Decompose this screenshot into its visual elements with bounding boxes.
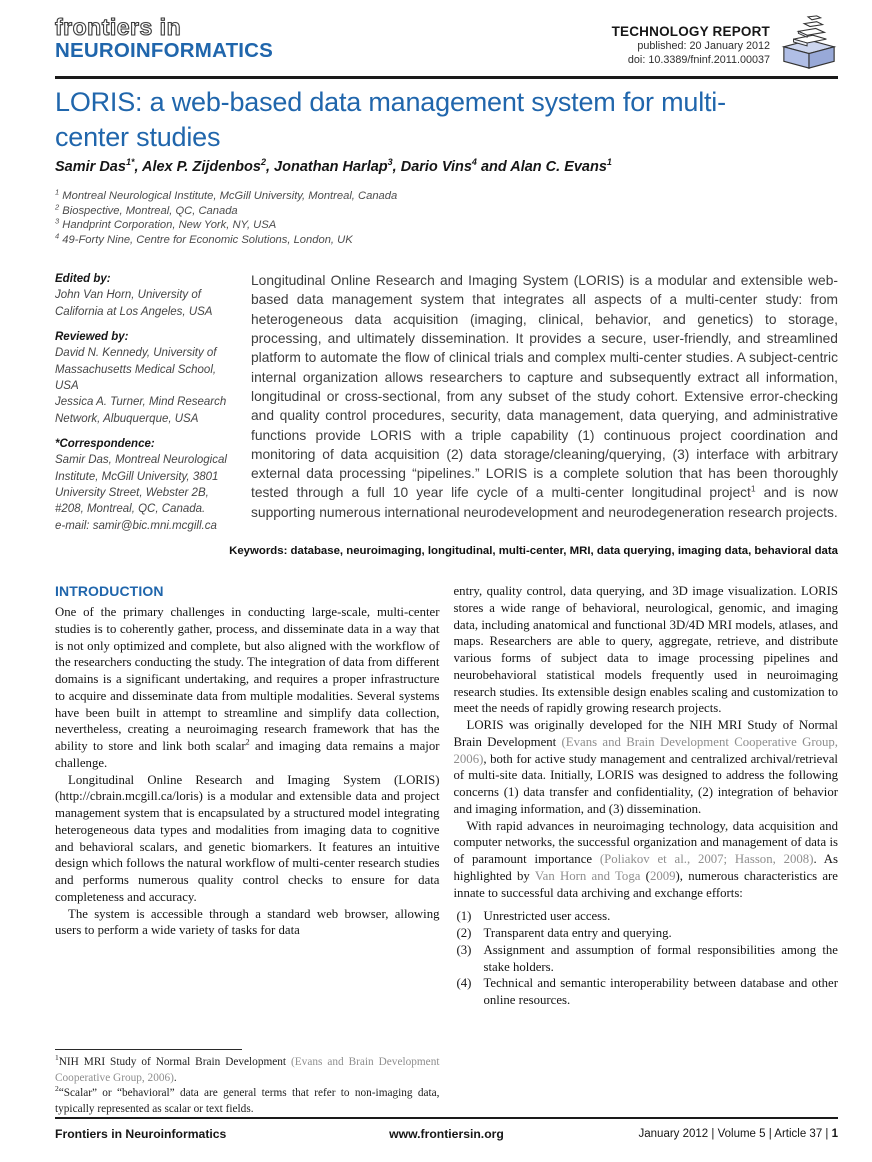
editorial-sidebar <box>55 271 251 543</box>
reviewer-text: David N. Kennedy, University of Massachusetts Medical School, USA <box>55 347 217 392</box>
email-link[interactable]: e-mail: samir@bic.mni.mcgill.ca <box>55 519 217 532</box>
text-segment: With rapid advances in neuroimaging technology, data acquisition and computer networks, the successful organization and management of data is of paramount importance <box>453 818 838 866</box>
paragraph: The system is accessible through a standard web browser, allowing users to perform a wide variety of tasks for data <box>55 906 440 938</box>
superscript: 3 <box>55 216 60 226</box>
text-segment: Biospective, Montreal, QC, Canada <box>59 204 238 217</box>
page-title: LORIS: a web-based data management system for multi-center studies <box>55 87 726 153</box>
footer <box>55 1127 838 1143</box>
citation-link[interactable]: (Evans and Brain Development Cooperative Group, 2006) <box>55 1056 440 1084</box>
list-item-text: Technical and semantic interoperability between database and other online resources. <box>483 976 838 1007</box>
text-segment: , both for active study management and centralized archival/retrieval of multi-site data. Initially, LORIS was designed to address the following concerns (1) data transfer and confidentiality, (2) integration of behavior and imaging information, and (3) dissemination. <box>453 751 838 816</box>
text-segment: January 2012 | Volume 5 | Article 37 | <box>638 1128 832 1140</box>
superscript: 2 <box>55 201 60 211</box>
list-item-number: (1) <box>456 909 472 924</box>
footer-journal-name: Frontiers in Neuroinformatics <box>55 1127 227 1141</box>
footnote-2 <box>55 1086 440 1117</box>
superscript: 2 <box>260 157 266 168</box>
affiliation-line <box>55 233 397 248</box>
header-meta <box>612 24 770 68</box>
text-segment: Longitudinal Online Research and Imaging System (LORIS) is a modular and extensible web-based data management system that integrates all aspects of a multi-center study: from heterogeneous data acquisition (imaging, clinical, behavior, and genetics) to storage, processing, and ultimately dissemination. It provides a secure, user-friendly, and streamlined platform to automate the flow of clinical trials and complex multi-center studies. A subject-centric internal organization allows researchers to capture and subsequently extract all information, longitudinal or cross-sectional, from any subset of the study cohort. Extensive error-checking and quality control procedures, security, data management, data querying, and administrative functions provide LORIS with a triple capability (1) continuous project coordination and monitoring of data acquisition (2) data storage/cleaning/querying, (3) interface with arbitrary external data processing “pipelines.” LORIS is a complete solution that has been thoroughly tested through a full 10 year life cycle of a multi-center longitudinal project <box>251 273 838 501</box>
superscript: 1 <box>55 187 60 197</box>
numbered-list-item <box>454 942 839 976</box>
numbered-list-item <box>454 975 839 1009</box>
frontiers-logo-icon <box>780 12 838 72</box>
affiliations <box>55 189 397 248</box>
footnote-divider <box>55 1049 242 1050</box>
text-segment: , Alex P. Zijdenbos <box>134 159 261 175</box>
text-segment: . <box>173 1071 177 1084</box>
affiliation-line <box>55 189 397 204</box>
right-column <box>454 583 839 1117</box>
superscript: 2 <box>245 737 250 747</box>
footnotes <box>55 1043 440 1117</box>
text-segment: “Scalar” or “behavioral” data are general terms that refer to non-imaging data, typically represented as scalar or text fields. <box>55 1087 440 1115</box>
doi-text: doi: 10.3389/fninf.2011.00037 <box>627 54 770 67</box>
journal-logo <box>55 16 273 62</box>
footnote-1 <box>55 1055 440 1086</box>
text-segment: 1 <box>831 1128 838 1140</box>
text-segment: Montreal Neurological Institute, McGill University, Montreal, Canada <box>59 190 398 202</box>
correspondence-label: *Correspondence: <box>55 437 155 450</box>
text-segment: , Dario Vins <box>392 159 472 175</box>
footer-url[interactable]: www.frontiersin.org <box>389 1127 504 1141</box>
edited-by-text: John Van Horn, University of California at Los Angeles, USA <box>55 289 213 318</box>
superscript: 1 <box>750 483 756 494</box>
numbered-list-item <box>454 908 839 925</box>
numbered-list-item <box>454 925 839 942</box>
paragraph <box>454 818 839 902</box>
affiliation-line <box>55 218 397 233</box>
text-segment: , Jonathan Harlap <box>265 159 388 175</box>
keywords-line: Keywords: database, neuroimaging, longitudinal, multi-center, MRI, data querying, imaging data, behavioral data <box>229 545 838 557</box>
abstract-section <box>55 271 838 543</box>
journal-logo-name-text: NEUROINFORMATICS <box>55 39 274 62</box>
article-body <box>55 583 838 1117</box>
section-heading-introduction: INTRODUCTION <box>55 583 164 599</box>
superscript: 3 <box>387 157 393 168</box>
paragraph <box>55 604 440 772</box>
correspondence-text: Samir Das, Montreal Neurological Institute, McGill University, 3801 University Street, Webster 2B, #208, Montreal, QC, Canada. <box>55 454 227 516</box>
footer-issue-info <box>639 1128 838 1140</box>
list-item-text: Unrestricted user access. <box>483 909 611 924</box>
reviewer-text: Jessica A. Turner, Mind Research Network, Albuquerque, USA <box>55 396 227 425</box>
authors-line <box>55 159 612 175</box>
citation-link[interactable]: (Poliakov et al., 2007; Hasson, 2008) <box>599 852 814 866</box>
paragraph: Longitudinal Online Research and Imaging System (LORIS) (http://cbrain.mcgill.ca/loris) is a modular and extensible data and project management system that is encapsulated by a structured model integrating heterogeneous data types and modalities from imaging data to cognitive and behavioral scalars, and genetic biomarkers. It features an intuitive design which follows the natural workflow of multi-center research studies and performs numerous quality control checks to ensure for data completeness and accuracy. <box>55 772 440 904</box>
citation-link[interactable]: Van Horn and Toga <box>534 868 641 883</box>
citation-link[interactable]: (Evans and Brain Development Cooperative Group, 2006) <box>453 734 838 766</box>
text-segment: . As highlighted by <box>453 852 838 883</box>
abstract-text <box>251 271 838 543</box>
text-segment: ( <box>640 868 650 883</box>
list-item-number: (4) <box>456 976 472 991</box>
correspondence-group <box>55 436 237 534</box>
header-divider <box>55 76 838 79</box>
paragraph <box>454 717 839 818</box>
superscript: 1 <box>55 1053 59 1063</box>
text-segment: NIH MRI Study of Normal Brain Development <box>58 1056 292 1069</box>
superscript: 4 <box>55 231 60 241</box>
superscript: 4 <box>471 157 477 168</box>
text-segment: and imaging data remains a major challenge. <box>55 739 440 770</box>
reviewed-by-label: Reviewed by: <box>55 330 129 343</box>
superscript: 2 <box>55 1084 59 1094</box>
journal-logo-frontiers-text: frontiers in <box>55 14 182 40</box>
text-segment: Samir Das <box>55 159 126 175</box>
superscript: 1 <box>606 157 612 168</box>
footer-divider <box>55 1117 838 1119</box>
left-column <box>55 583 440 1117</box>
text-segment: Handprint Corporation, New York, NY, USA <box>59 219 277 232</box>
edited-by-group <box>55 271 237 320</box>
edited-by-label: Edited by: <box>55 273 111 285</box>
list-item-number: (3) <box>456 942 472 957</box>
list-item-text: Transparent data entry and querying. <box>483 926 672 940</box>
reviewed-by-group <box>55 329 237 427</box>
list-item-text: Assignment and assumption of formal responsibilities among the stake holders. <box>483 942 838 974</box>
article-type-label: TECHNOLOGY REPORT <box>611 24 770 39</box>
paragraph: entry, quality control, data querying, and 3D image visualization. LORIS stores a wide range of behavioral, neurological, genomic, and imaging data, including anatomical and functional 3D/4D MRI models, atlases, and maps. Researchers are able to query, aggregate, retrieve, and distribute various forms of subject data to image processing pipelines and neurobehavioral statistical models frequently used in neuroimaging research studies. Its extensible design enables scaling and customization to meet the needs of rapidly growing research projects. <box>453 584 838 716</box>
text-segment: and is now supporting numerous international neurodevelopment and neurodegeneration research projects. <box>251 485 838 520</box>
superscript: 1* <box>125 157 135 168</box>
text-segment: ), numerous characteristics are innate to successful data archiving and exchange efforts: <box>453 868 838 900</box>
text-segment: and Alan C. Evans <box>476 159 607 175</box>
list-item-number: (2) <box>456 926 472 940</box>
text-segment: 49-Forty Nine, Centre for Economic Solutions, London, UK <box>59 234 353 247</box>
affiliation-line <box>55 201 397 219</box>
citation-link[interactable]: 2009 <box>649 868 676 883</box>
text-segment: One of the primary challenges in conducting large-scale, multi-center studies is to coherently gather, process, and disseminate data in a way that is not only optimized and complete, but also aligned with the workflow of the researchers conducting the study. The integration of data from different domains is a significant undertaking, and requires a proper infrastructure to acquire and disseminate data from multiple modalities. Several systems have been built in attempt to streamline and simplify data collection, nevertheless, creating a neuroimaging research framework that has the ability to store and link both scalar <box>55 605 440 753</box>
numbered-list <box>454 908 839 1009</box>
text-segment: LORIS was originally developed for the NIH MRI Study of Normal Brain Development <box>453 718 838 749</box>
published-date: published: 20 January 2012 <box>637 40 770 52</box>
